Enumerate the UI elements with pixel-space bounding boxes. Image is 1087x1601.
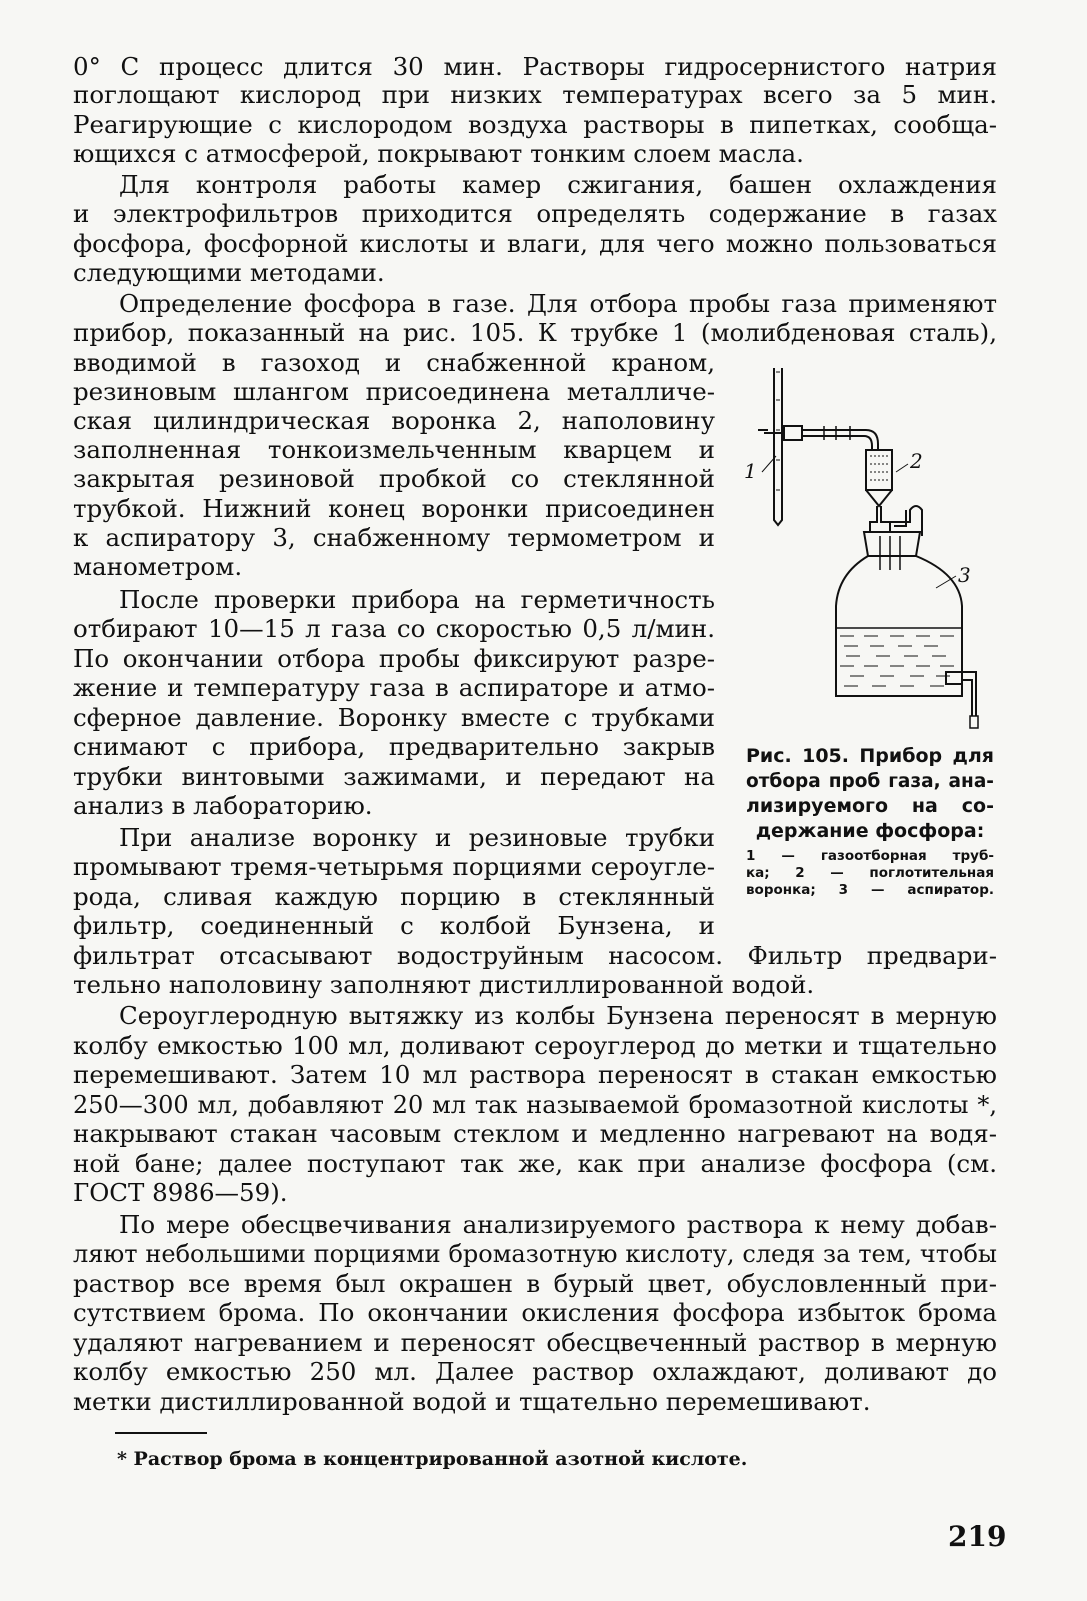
text-line: 0° С процесс длится 30 мин. Растворы гидросернистого натрия <box>73 52 997 81</box>
gas-sampling-apparatus-figure <box>740 360 1000 740</box>
label-1: 1 <box>744 459 757 483</box>
figure-caption-legend-line: 1 — газоотборная труб- <box>746 848 994 864</box>
label-2: 2 <box>910 449 923 473</box>
label-3: 3 <box>958 563 971 587</box>
text-line: ющихся с атмосферой, покрывают тонким слоем масла. <box>73 139 804 168</box>
text-line: По мере обесцвечивания анализируемого раствора к нему добав- <box>119 1210 997 1239</box>
text-line: По окончании отбора пробы фиксируют разре- <box>73 644 715 673</box>
text-line: сферное давление. Воронку вместе с трубками <box>73 703 715 732</box>
text-line: Для контроля работы камер сжигания, башен охлаждения <box>119 170 997 199</box>
text-line: закрытая резиновой пробкой со стеклянной <box>73 464 715 493</box>
text-line: рода, сливая каждую порцию в стеклянный <box>73 882 715 911</box>
text-line: фильтр, соединенный с колбой Бунзена, и <box>73 911 715 940</box>
text-line: поглощают кислород при низких температурах всего за 5 мин. <box>73 80 997 109</box>
text-line: трубки винтовыми зажимами, и передают на <box>73 762 715 791</box>
figure-caption-title-line: Рис. 105. Прибор для <box>746 745 994 767</box>
text-line: Реагирующие с кислородом воздуха растворы в пипетках, сообща- <box>73 110 997 139</box>
footnote: * Раствор брома в концентрированной азотной кислоте. <box>117 1448 748 1470</box>
text-line: резиновым шлангом присоединена металличе- <box>73 377 715 406</box>
valve-icon <box>784 426 802 440</box>
text-line: ляют небольшими порциями бромазотную кислоту, следя за тем, чтобы <box>73 1240 997 1268</box>
text-line: удаляют нагреванием и переносят обесцвеченный раствор в мерную <box>73 1328 997 1357</box>
text-line: ская цилиндрическая воронка 2, наполовину <box>73 406 715 435</box>
text-line: Определение фосфора в газе. Для отбора пробы газа применяют <box>119 289 997 318</box>
text-line: накрывают стакан часовым стеклом и медленно нагревают на водя- <box>73 1119 997 1148</box>
text-line: фильтрат отсасывают водоструйным насосом. Фильтр предвари- <box>73 941 997 970</box>
text-line: к аспиратору 3, снабженному термометром и <box>73 523 715 552</box>
text-line: манометром. <box>73 552 243 581</box>
text-line: прибор, показанный на рис. 105. К трубке 1 (молибденовая сталь), <box>73 318 997 347</box>
text-line: следующими методами. <box>73 258 385 287</box>
text-line: колбу емкостью 250 мл. Далее раствор охлаждают, доливают до <box>73 1357 997 1386</box>
figure-caption-legend-line: ка; 2 — поглотительная <box>746 865 994 881</box>
figure-caption-legend-line: воронка; 3 — аспиратор. <box>746 882 994 898</box>
footnote-rule <box>115 1432 207 1434</box>
figure-caption-title-line: держание фосфора: <box>755 820 985 842</box>
text-line: метки дистиллированной водой и тщательно перемешивают. <box>73 1387 871 1416</box>
text-line: промывают тремя-четырьмя порциями сероугле- <box>73 852 715 881</box>
figure-caption-title-line: лизируемого на со- <box>746 795 994 817</box>
text-line: анализ в лабораторию. <box>73 791 373 820</box>
text-line: вводимой в газоход и снабженной краном, <box>73 348 715 377</box>
text-line: тельно наполовину заполняют дистиллированной водой. <box>73 970 815 999</box>
text-line: снимают с прибора, предварительно закрыв <box>73 732 715 761</box>
text-line: трубкой. Нижний конец воронки присоединен <box>73 494 715 523</box>
text-line: ГОСТ 8986—59). <box>73 1178 288 1207</box>
text-line: перемешивают. Затем 10 мл раствора переносят в стакан емкостью <box>73 1060 997 1089</box>
text-line: раствор все время был окрашен в бурый цвет, обусловленный при- <box>73 1269 997 1298</box>
text-line: сутствием брома. По окончании окисления фосфора избыток брома <box>73 1298 997 1327</box>
text-line: заполненная тонкоизмельченным кварцем и <box>73 435 715 464</box>
text-line: отбирают 10—15 л газа со скоростью 0,5 л/мин. <box>73 614 715 643</box>
text-line: колбу емкостью 100 мл, доливают сероуглерод до метки и тщательно <box>73 1031 997 1060</box>
text-line: фосфора, фосфорной кислоты и влаги, для чего можно пользоваться <box>73 229 997 258</box>
figure-caption-title-line: отбора проб газа, ана- <box>746 771 994 792</box>
text-line: При анализе воронку и резиновые трубки <box>119 823 715 852</box>
text-line: ной бане; далее поступают так же, как при анализе фосфора (см. <box>73 1149 997 1178</box>
text-line: жение и температуру газа в аспираторе и атмо- <box>73 673 715 702</box>
aspirator-icon <box>836 556 962 696</box>
text-line: 250—300 мл, добавляют 20 мл так называемой бромазотной кислоты *, <box>73 1091 997 1119</box>
text-line: После проверки прибора на герметичность <box>119 585 715 614</box>
gas-sampling-tube-icon <box>774 368 782 525</box>
text-line: Сероуглеродную вытяжку из колбы Бунзена переносят в мерную <box>119 1001 997 1030</box>
page-number: 219 <box>948 1520 1007 1553</box>
text-line: и электрофильтров приходится определять содержание в газах <box>73 199 997 228</box>
